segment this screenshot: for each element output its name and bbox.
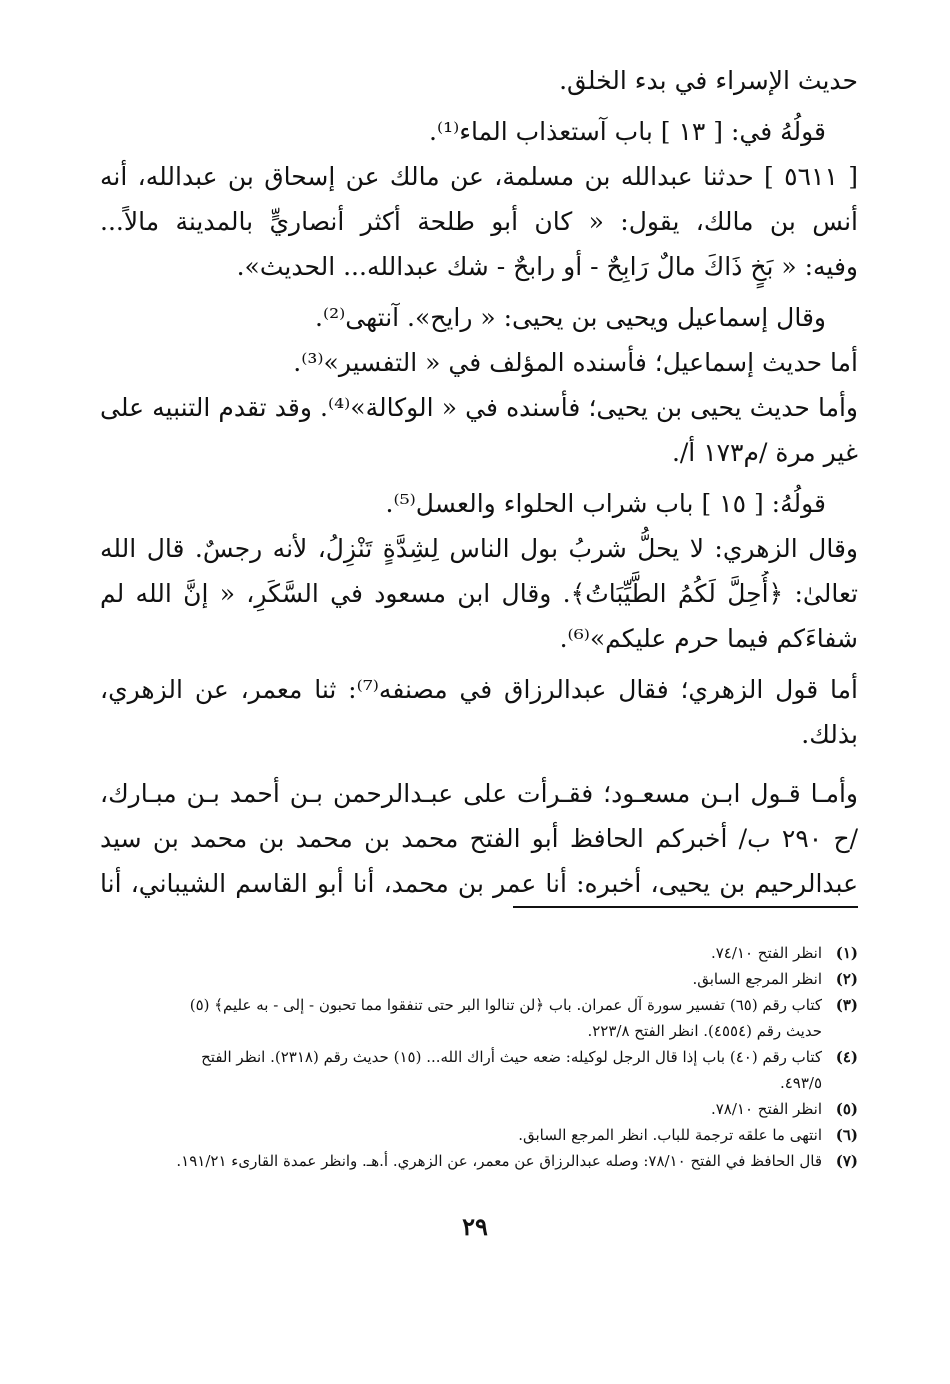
text-line: أما قول الزهري؛ فقال عبدالرزاق في مصنفه⁽⁷⁾: ثنا معمر، عن الزهري، (100, 675, 858, 704)
text-line: [ ٥٦١١ ] حدثنا عبدالله بن مسلمة، عن مالك عن إسحاق بن عبدالله، أنه (100, 162, 858, 191)
footnote (100, 1044, 858, 1096)
footnote-text: كتاب رقم (٤٠) باب إذا قال الرجل لوكيله: ضعه حيث أراك الله... (١٥) حديث رقم (٢٣١٨). انظر الفتح (201, 1048, 822, 1066)
footnote-number: (٦) (835, 1126, 858, 1144)
footnote-number: (٤) (835, 1048, 858, 1066)
footnote-number: (٥) (835, 1100, 858, 1118)
text-line: /ح ٢٩٠ ب/ أخبركم الحافظ أبو الفتح محمد بن محمد بن محمد بن سيد (100, 824, 858, 853)
chapter-heading: قولُهُ: [ ١٥ ] باب شراب الحلواء والعسل⁽⁵⁾. (385, 489, 826, 518)
footnote (100, 1122, 858, 1148)
footnote-number: (٧) (835, 1152, 858, 1170)
text-line: وأمـا قـول ابـن مسعـود؛ فقـرأت على عبـدالرحمن بـن أحمد بـن مبـارك، (100, 779, 858, 808)
footnote-text: انظر المرجع السابق. (692, 970, 822, 988)
main-text (100, 58, 858, 906)
footnote (100, 940, 858, 966)
footnote-text: ٤٩٣/٥. (779, 1074, 822, 1092)
footnote (100, 1096, 858, 1122)
text-line: وفيه: « بَخٍ ذَاكَ مالٌ رَابِحٌ - أو رابحٌ - شك عبدالله... الحديث». (236, 252, 858, 281)
text-line: أما حديث إسماعيل؛ فأسنده المؤلف في « التفسير»⁽³⁾. (293, 348, 858, 377)
footnote-text: انظر الفتح ٧٤/١٠. (710, 944, 822, 962)
text-line: حديث الإسراء في بدء الخلق. (559, 66, 858, 95)
text-line: عبدالرحيم بن يحيى، أخبره: أنا عمر بن محمد، أنا أبو القاسم الشيباني، أنا (100, 869, 858, 898)
text-line: شفاءَكم فيما حرم عليكم»⁽⁶⁾. (559, 624, 858, 653)
footnotes (100, 940, 858, 1174)
chapter-heading: قولُهُ في: [ ١٣ ] باب آستعذاب الماء⁽¹⁾. (429, 117, 826, 146)
footnote-separator (513, 906, 858, 908)
footnote-number: (٢) (835, 970, 858, 988)
footnote (100, 1148, 858, 1174)
text-line: وقال إسماعيل ويحيى بن يحيى: « رايح». آنتهى⁽²⁾. (315, 303, 826, 332)
text-line: بذلك. (801, 720, 858, 749)
footnote-text: قال الحافظ في الفتح ٧٨/١٠: وصله عبدالرزاق عن معمر، عن الزهري. أ.هـ. وانظر عمدة القارىء ١٩١/٢١. (176, 1152, 822, 1170)
footnote-text: انظر الفتح ٧٨/١٠. (710, 1100, 822, 1118)
text-line: أنس بن مالك، يقول: « كان أبو طلحة أكثر أنصاريٍّ بالمدينة مالاً... (100, 207, 858, 236)
footnote (100, 966, 858, 992)
footnote-number: (١) (835, 944, 858, 962)
text-line: تعالىٰ: ﴿أُحِلَّ لَكُمُ الطَّيِّبَاتُ﴾. وقال ابن مسعود في السَّكَرِ، « إنَّ الله لم (100, 579, 858, 608)
footnote-text: حديث رقم (٤٥٥٤). انظر الفتح ٢٢٣/٨. (587, 1022, 822, 1040)
footnote-text: انتهى ما علقه ترجمة للباب. انظر المرجع السابق. (518, 1126, 822, 1144)
text-line: وقال الزهري: لا يحلُّ شربُ بول الناس لِشِدَّةٍ تَنْزِلُ، لأنه رجسٌ. قال الله (100, 534, 858, 563)
text-line: غير مرة /م١٧٣ أ/. (671, 438, 858, 467)
page-number: ٢٩ (462, 1212, 488, 1241)
footnote-number: (٣) (835, 996, 858, 1014)
text-line: وأما حديث يحيى بن يحيى؛ فأسنده في « الوكالة»⁽⁴⁾. وقد تقدم التنبيه على (100, 393, 858, 422)
footnote-text: كتاب رقم (٦٥) تفسير سورة آل عمران. باب ﴿لن تنالوا البر حتى تنفقوا مما تحبون - إلى - به عليم﴾ (٥) (189, 996, 822, 1014)
footnote (100, 992, 858, 1044)
